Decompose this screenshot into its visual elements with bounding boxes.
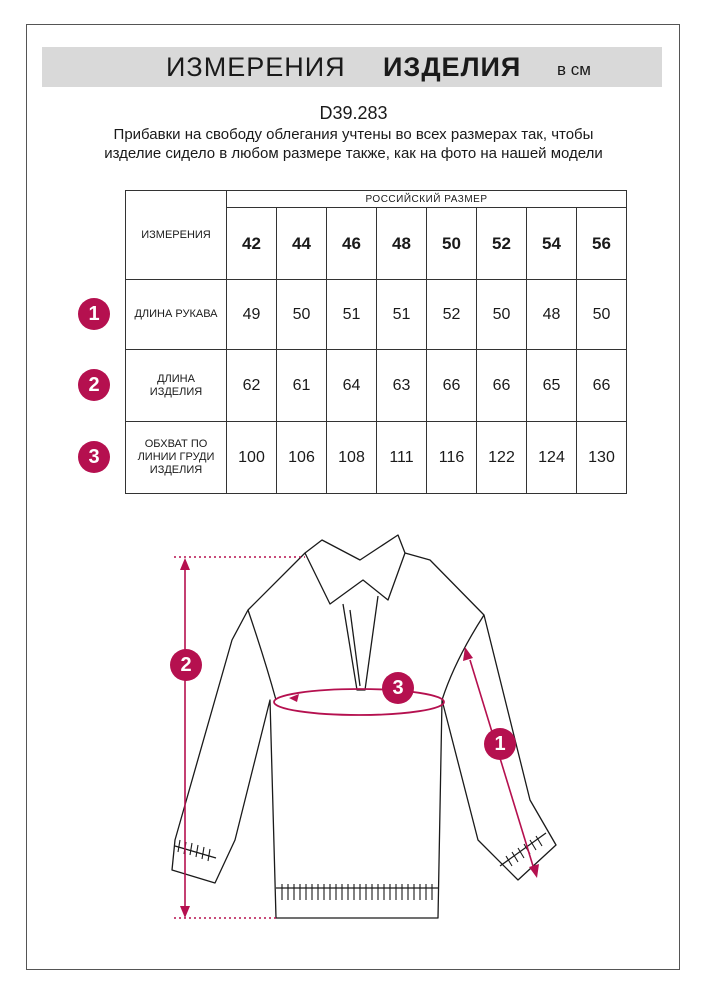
- table-cell: 50: [477, 280, 527, 350]
- size-header: 54: [527, 208, 577, 280]
- header-unit: в см: [557, 60, 591, 79]
- chest-measurement-ellipse: [274, 689, 444, 715]
- table-cell: 100: [227, 422, 277, 494]
- fit-note: Прибавки на свободу облегания учтены во всех размерах так, чтобы изделие сидело в любом размере также, как на фото на нашей модели: [104, 126, 603, 162]
- table-cell: 63: [377, 350, 427, 422]
- row-marker-badge: 3: [78, 441, 110, 473]
- table-cell: 122: [477, 422, 527, 494]
- table-cell: 51: [327, 280, 377, 350]
- table-cell: 61: [277, 350, 327, 422]
- table-cell: 62: [227, 350, 277, 422]
- table-row: [126, 280, 627, 350]
- table-cell: 66: [577, 350, 627, 422]
- size-header: 56: [577, 208, 627, 280]
- table-cell: 49: [227, 280, 277, 350]
- table-cell: 111: [377, 422, 427, 494]
- size-table: [125, 190, 627, 494]
- shirt-collar: [305, 535, 405, 604]
- article-number: D39.283: [319, 103, 388, 123]
- size-header: 44: [277, 208, 327, 280]
- table-cell: 50: [277, 280, 327, 350]
- length-marker-badge: 2: [170, 649, 202, 681]
- row-label-item-length: ДЛИНА ИЗДЕЛИЯ: [126, 350, 227, 422]
- header-title-measurements: ИЗМЕРЕНИЯ: [166, 52, 346, 82]
- length-measurement-line: [174, 557, 305, 918]
- table-cell: 106: [277, 422, 327, 494]
- sleeve-marker-badge: 1: [484, 728, 516, 760]
- shirt-placket: [343, 596, 378, 690]
- table-cell: 116: [427, 422, 477, 494]
- garment-diagram: [0, 520, 707, 940]
- row-marker-badge: 1: [78, 298, 110, 330]
- table-cell: 66: [477, 350, 527, 422]
- table-corner-label: ИЗМЕРЕНИЯ: [126, 191, 227, 280]
- shirt-armhole-left: [248, 610, 276, 700]
- table-cell: 48: [527, 280, 577, 350]
- size-header: 50: [427, 208, 477, 280]
- table-row: [126, 350, 627, 422]
- size-header: 46: [327, 208, 377, 280]
- chest-marker-badge: 3: [382, 672, 414, 704]
- row-label-sleeve-length: ДЛИНА РУКАВА: [126, 280, 227, 350]
- header-title-item: ИЗДЕЛИЯ: [383, 52, 522, 82]
- row-label-chest-girth: ОБХВАТ ПО ЛИНИИ ГРУДИ ИЗДЕЛИЯ: [126, 422, 227, 494]
- size-header: 42: [227, 208, 277, 280]
- hem-rib-hatching: [282, 884, 432, 900]
- table-cell: 51: [377, 280, 427, 350]
- table-cell: 52: [427, 280, 477, 350]
- size-header: 48: [377, 208, 427, 280]
- size-group-label: РОССИЙСКИЙ РАЗМЕР: [227, 191, 627, 208]
- left-cuff-hatching: [178, 840, 210, 861]
- table-cell: 130: [577, 422, 627, 494]
- size-header: 52: [477, 208, 527, 280]
- table-cell: 64: [327, 350, 377, 422]
- table-cell: 124: [527, 422, 577, 494]
- row-marker-badge: 2: [78, 369, 110, 401]
- table-cell: 50: [577, 280, 627, 350]
- table-cell: 66: [427, 350, 477, 422]
- table-cell: 108: [327, 422, 377, 494]
- table-row: [126, 422, 627, 494]
- table-cell: 65: [527, 350, 577, 422]
